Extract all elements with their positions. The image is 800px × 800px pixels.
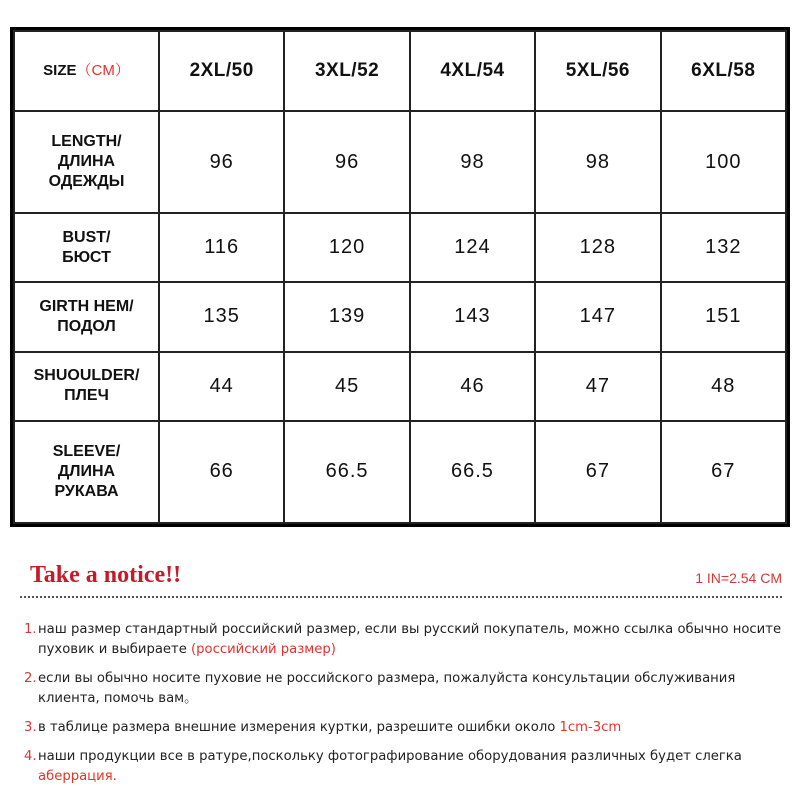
- size-column-header: 3XL/52: [284, 31, 409, 111]
- row-label-line: ДЛИНА: [57, 462, 116, 480]
- value-cell: 67: [661, 421, 786, 523]
- notice-title: Take a notice!!: [30, 562, 182, 588]
- notice-highlight: 1cm-3cm: [559, 720, 622, 735]
- row-label-line: GIRTH HEM/: [39, 297, 134, 315]
- value-cell: 44: [159, 352, 284, 421]
- notice-text: [38, 718, 621, 738]
- row-label-line: РУКАВА: [54, 482, 119, 500]
- notice-text-part: наш размер стандартный российский размер, если вы русский покупатель, можно ссылка обычно носите пуховик и выбираете: [38, 622, 782, 657]
- value-cell: 120: [284, 213, 409, 282]
- value-cell: 139: [284, 282, 409, 351]
- size-label: SIZE: [43, 62, 77, 79]
- row-label: [14, 213, 159, 282]
- value-cell: 66: [159, 421, 284, 523]
- notice-number: 1.: [24, 622, 37, 637]
- size-chart-table: [13, 30, 787, 524]
- value-cell: 124: [410, 213, 535, 282]
- notice-text: [38, 620, 784, 660]
- size-column-header: 5XL/56: [535, 31, 660, 111]
- row-label-line: SHUOULDER/: [33, 367, 140, 385]
- value-cell: 48: [661, 352, 786, 421]
- size-header-cell: [14, 31, 159, 111]
- value-cell: 143: [410, 282, 535, 351]
- value-cell: 151: [661, 282, 786, 351]
- notice-item: [24, 669, 784, 709]
- row-label-line: SLEEVE/: [52, 442, 121, 460]
- value-cell: 98: [410, 111, 535, 213]
- value-cell: 128: [535, 213, 660, 282]
- size-unit: （CM）: [76, 62, 130, 79]
- row-label-line: ПОДОЛ: [57, 317, 116, 335]
- notice-text-part: если вы обычно носите пуховие не российского размера, пожалуйста консультации обслуживания клиента, помочь вам。: [38, 671, 736, 706]
- size-header-row: [14, 31, 786, 111]
- row-label-line: ОДЕЖДЫ: [48, 173, 125, 191]
- notice-highlight: (российский размер): [191, 642, 336, 657]
- measurement-row-length: [14, 111, 786, 213]
- notice-text-part: наши продукции все в ратуре,поскольку фотографирование оборудования различных будет слегка: [38, 749, 742, 764]
- notice-number: 3.: [24, 720, 37, 735]
- row-label-line: LENGTH/: [51, 133, 122, 151]
- value-cell: 96: [284, 111, 409, 213]
- value-cell: 67: [535, 421, 660, 523]
- notice-item: [24, 747, 784, 787]
- notice-text-part: в таблице размера внешние измерения куртки, разрешите ошибки около: [38, 720, 560, 735]
- dotted-divider: [20, 596, 782, 598]
- value-cell: 132: [661, 213, 786, 282]
- row-label: [14, 352, 159, 421]
- value-cell: 45: [284, 352, 409, 421]
- measurement-row-bust: [14, 213, 786, 282]
- measurement-row-sleeve: [14, 421, 786, 523]
- notice-highlight: аберрация.: [38, 769, 117, 784]
- value-cell: 147: [535, 282, 660, 351]
- unit-conversion: 1 IN=2.54 CM: [695, 570, 782, 586]
- notice-number: 4.: [24, 749, 37, 764]
- value-cell: 66.5: [410, 421, 535, 523]
- notice-item: [24, 718, 784, 738]
- row-label-line: ПЛЕЧ: [64, 387, 109, 405]
- notice-list: [24, 620, 784, 796]
- row-label-line: BUST/: [62, 228, 111, 246]
- value-cell: 46: [410, 352, 535, 421]
- value-cell: 66.5: [284, 421, 409, 523]
- measurement-row-girth-hem: [14, 282, 786, 351]
- row-label: [14, 282, 159, 351]
- notice-text: [38, 747, 784, 787]
- value-cell: 98: [535, 111, 660, 213]
- value-cell: 100: [661, 111, 786, 213]
- row-label-line: БЮСТ: [62, 248, 111, 266]
- size-column-header: 6XL/58: [661, 31, 786, 111]
- measurement-row-shoulder: [14, 352, 786, 421]
- row-label: [14, 111, 159, 213]
- value-cell: 135: [159, 282, 284, 351]
- row-label: [14, 421, 159, 523]
- size-chart-frame: [10, 27, 790, 527]
- value-cell: 47: [535, 352, 660, 421]
- notice-number: 2.: [24, 671, 37, 686]
- notice-item: [24, 620, 784, 660]
- notice-text: [38, 669, 784, 709]
- row-label-line: ДЛИНА: [57, 153, 116, 171]
- value-cell: 96: [159, 111, 284, 213]
- value-cell: 116: [159, 213, 284, 282]
- size-column-header: 4XL/54: [410, 31, 535, 111]
- size-column-header: 2XL/50: [159, 31, 284, 111]
